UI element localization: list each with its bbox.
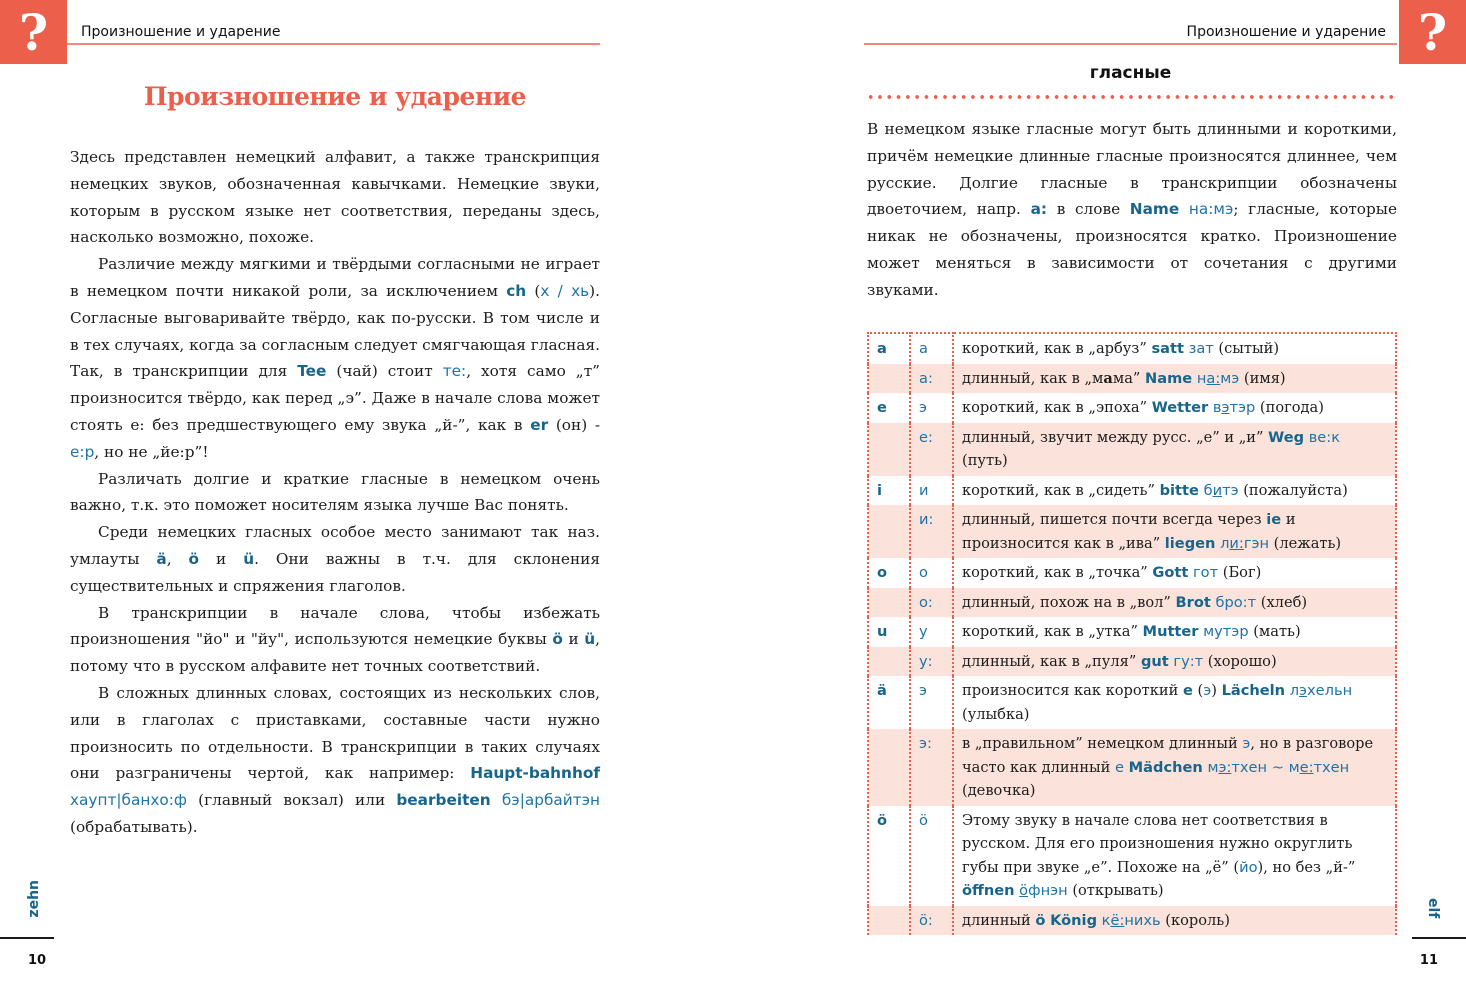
sound-cell: а	[910, 333, 953, 364]
transcription: битэ	[1203, 481, 1239, 499]
table-row	[868, 647, 1396, 677]
page-number: 11	[1419, 953, 1438, 968]
german-word: liegen	[1164, 534, 1216, 552]
letter-cell	[868, 364, 910, 394]
german-word: a:	[1030, 200, 1048, 219]
header-rule	[864, 43, 1397, 45]
header-rule	[67, 43, 600, 45]
german-word: gut	[1140, 652, 1169, 670]
letter-cell	[868, 647, 910, 677]
german-word: ö	[1035, 911, 1046, 929]
description-cell: короткий, как в „утка” Mutter мутэр (мать)	[953, 617, 1396, 647]
transcription: бро:т	[1215, 593, 1257, 611]
german-word: ch	[506, 281, 527, 300]
german-word: König	[1050, 911, 1098, 929]
letter-cell	[868, 505, 910, 558]
transcription: бэ|арбайтэн	[501, 791, 600, 810]
side-number-word: elf	[1425, 898, 1441, 919]
description-cell: в „правильном” немецком длинный э, но в разговоре часто как длинный е Mädchen мэ:тхен ~ ме:тхен (девочка)	[953, 729, 1396, 806]
german-word: bearbeiten	[396, 791, 491, 810]
dotted-divider	[866, 94, 1397, 100]
transcription: мутэр	[1203, 623, 1249, 640]
german-word: er	[530, 415, 549, 434]
letter-cell: o	[868, 558, 910, 588]
side-number-word: zehn	[26, 880, 42, 918]
transcription: е:р	[70, 442, 95, 461]
transcription: е	[1115, 758, 1125, 776]
sound-cell: э	[910, 676, 953, 729]
footer-rule	[0, 937, 54, 939]
german-word: ä	[156, 549, 167, 568]
paragraph-5: В транскрипции в начале слова, чтобы избежать произношения "йо" и "йу", используются немецкие буквы ö и ü, потому что в русском алфавите нет точных соответствий.	[70, 603, 600, 676]
german-word: öffnen	[962, 882, 1015, 899]
sound-cell: ö:	[910, 906, 953, 936]
letter-cell	[868, 729, 910, 806]
letter-cell	[868, 588, 910, 618]
intro-text: В немецком языке гласные могут быть длинными и короткими, причём немецкие длинные гласные произносятся длиннее, чем русские. Долгие гласные в транскрипции обозначены двоеточием, напр. a: в слове Name на:мэ; гласные, которые никак не обозначены, произносятся кратко. Произношение может меняться в зависимости от сочетания с другими звуками.	[867, 120, 1398, 299]
german-word: Lächeln	[1221, 682, 1286, 699]
table-row	[868, 906, 1396, 936]
description-cell: короткий, как в „арбуз” satt зат (сытый)	[953, 333, 1396, 364]
german-word: ü	[584, 630, 596, 649]
letter-cell: a	[868, 333, 910, 364]
sound-cell: а:	[910, 364, 953, 394]
table-row	[868, 558, 1396, 588]
description-cell: Этому звуку в начале слова нет соответствия в русском. Для его произношения нужно округлить губы при звуке „е”. Похоже на „ё” (йо), но без „й-” öffnen öфнэн (открывать)	[953, 806, 1396, 906]
description-cell: длинный ö König кё:нихь (король)	[953, 906, 1396, 936]
running-head: Произношение и ударение	[81, 24, 281, 40]
transcription: зат	[1188, 340, 1214, 357]
transcription: гот	[1193, 564, 1219, 581]
transcription: йо	[1239, 858, 1258, 876]
german-word: Mädchen	[1128, 758, 1203, 776]
letter-cell: e	[868, 393, 910, 423]
transcription: на:мэ	[1188, 200, 1234, 219]
table-row	[868, 505, 1396, 558]
description-cell: длинный, пишется почти всегда через ie и произносится как в „ива” liegen ли:гэн (лежать)	[953, 505, 1396, 558]
sound-cell: у:	[910, 647, 953, 677]
table-row	[868, 806, 1396, 906]
section-title: гласные	[1089, 63, 1172, 83]
description-cell: короткий, как в „точка” Gott гот (Бог)	[953, 558, 1396, 588]
transcription: те:	[442, 362, 467, 381]
paragraph-4: Среди немецких гласных особое место занимают так наз. умлауты ä, ö и ü. Они важны в т.ч. для склонения существительных и спряжения глаголов.	[70, 523, 600, 595]
table-row	[868, 476, 1396, 506]
letter-cell: u	[868, 617, 910, 647]
description-cell: длинный, похож на в „вол” Brot бро:т (хлеб)	[953, 588, 1396, 618]
transcription: ли:гэн	[1220, 534, 1270, 552]
description-cell: длинный, звучит между русс. „е” и „и” Weg ве:к (путь)	[953, 423, 1396, 476]
letter-cell	[868, 906, 910, 936]
table-row	[868, 588, 1396, 618]
german-word: satt	[1151, 340, 1184, 357]
transcription: на:мэ	[1196, 369, 1240, 387]
footer-rule	[1412, 937, 1466, 939]
transcription: кё:нихь	[1101, 911, 1161, 929]
sound-cell: ö	[910, 806, 953, 906]
letter-cell: i	[868, 476, 910, 506]
transcription: гу:т	[1173, 652, 1204, 670]
sound-cell: у	[910, 617, 953, 647]
letter-cell	[868, 423, 910, 476]
transcription: мэ:тхен ~ ме:тхен	[1207, 758, 1350, 776]
vowel-table	[867, 332, 1397, 935]
description-cell: короткий, как в „эпоха” Wetter вэтэр (погода)	[953, 393, 1396, 423]
german-word: ie	[1266, 511, 1282, 528]
table-row	[868, 617, 1396, 647]
table-row	[868, 393, 1396, 423]
paragraph-6: В сложных длинных словах, состоящих из нескольких слов, или в глаголах с приставками, составные части нужно произносить по отдельности. В транскрипции в таких случаях они разграничены чертой, как например: Haupt-bahnhof хаупт|банхо:ф (главный вокзал) или bearbeiten бэ|арбайтэн (обрабатывать).	[70, 683, 600, 836]
german-word: Haupt-bahnhof	[470, 764, 600, 783]
transcription: э	[1203, 682, 1212, 699]
german-word: Mutter	[1142, 623, 1199, 640]
sound-cell: и	[910, 476, 953, 506]
transcription: лэхельн	[1289, 682, 1353, 699]
letter-cell: ö	[868, 806, 910, 906]
page-number: 10	[28, 953, 47, 968]
german-word: ö	[188, 549, 200, 568]
german-word: Weg	[1268, 428, 1305, 446]
german-word: ö	[552, 630, 563, 649]
german-word: Wetter	[1151, 399, 1209, 416]
running-head: Произношение и ударение	[1186, 24, 1386, 40]
german-word: Tee	[297, 362, 327, 381]
transcription: ве:к	[1308, 428, 1341, 446]
table-row	[868, 676, 1396, 729]
german-word: Brot	[1175, 593, 1211, 611]
table-row	[868, 423, 1396, 476]
paragraph-3: Различать долгие и краткие гласные в немецком очень важно, т.к. это поможет носителям языка лучше Вас понять.	[70, 469, 600, 515]
paragraph-2: Различие между мягкими и твёрдыми согласными не играет в немецком почти никакой роли, за исключением ch (х / хь). Согласные выговаривайте твёрдо, как по-русски. В том числе и в тех случаях, когда за согласным следует смягчающая гласная. Так, в транскрипции для Tee (чай) стоит те:, хотя само „т” произносится твёрдо, как перед „э”. Даже в начале слова может стоять е: без предшествующего ему звука „й-”, как в er (он) - е:р, но не „йе:р”!	[70, 255, 601, 461]
description-cell: короткий, как в „сидеть” bitte битэ (пожалуйста)	[953, 476, 1396, 506]
transcription: хаупт|банхо:ф	[70, 791, 187, 810]
letter-cell: ä	[868, 676, 910, 729]
chapter-title: Произношение и ударение	[143, 82, 527, 111]
description-cell: произносится как короткий e (э) Lächeln лэхельн (улыбка)	[953, 676, 1396, 729]
body-text	[70, 144, 600, 841]
table-row	[868, 333, 1396, 364]
question-mark-icon: ?	[0, 0, 67, 64]
sound-cell: е:	[910, 423, 953, 476]
transcription: х / хь	[540, 281, 590, 300]
german-word: ü	[243, 549, 255, 568]
sound-cell: о	[910, 558, 953, 588]
german-word: Name	[1129, 200, 1180, 219]
description-cell: длинный, как в „пуля” gut гу:т (хорошо)	[953, 647, 1396, 677]
table-row	[868, 364, 1396, 394]
question-mark-icon: ?	[1399, 0, 1466, 64]
german-word: e	[1182, 682, 1193, 699]
sound-cell: э:	[910, 729, 953, 806]
table-row	[868, 729, 1396, 806]
transcription: э	[1242, 735, 1251, 752]
sound-cell: о:	[910, 588, 953, 618]
german-word: Name	[1145, 369, 1193, 387]
right-page	[733, 0, 1466, 1000]
transcription: öфнэн	[1019, 882, 1068, 899]
german-word: bitte	[1159, 481, 1199, 499]
german-word: Gott	[1152, 564, 1189, 581]
sound-cell: и:	[910, 505, 953, 558]
sound-cell: э	[910, 393, 953, 423]
description-cell: длинный, как в „мама” Name на:мэ (имя)	[953, 364, 1396, 394]
transcription: вэтэр	[1212, 399, 1256, 416]
paragraph-1: Здесь представлен немецкий алфавит, а также транскрипция немецких звуков, обозначенная кавычками. Немецкие звуки, которым в русском языке нет соответствия, переданы здесь, насколько возможно, похоже.	[70, 148, 600, 247]
